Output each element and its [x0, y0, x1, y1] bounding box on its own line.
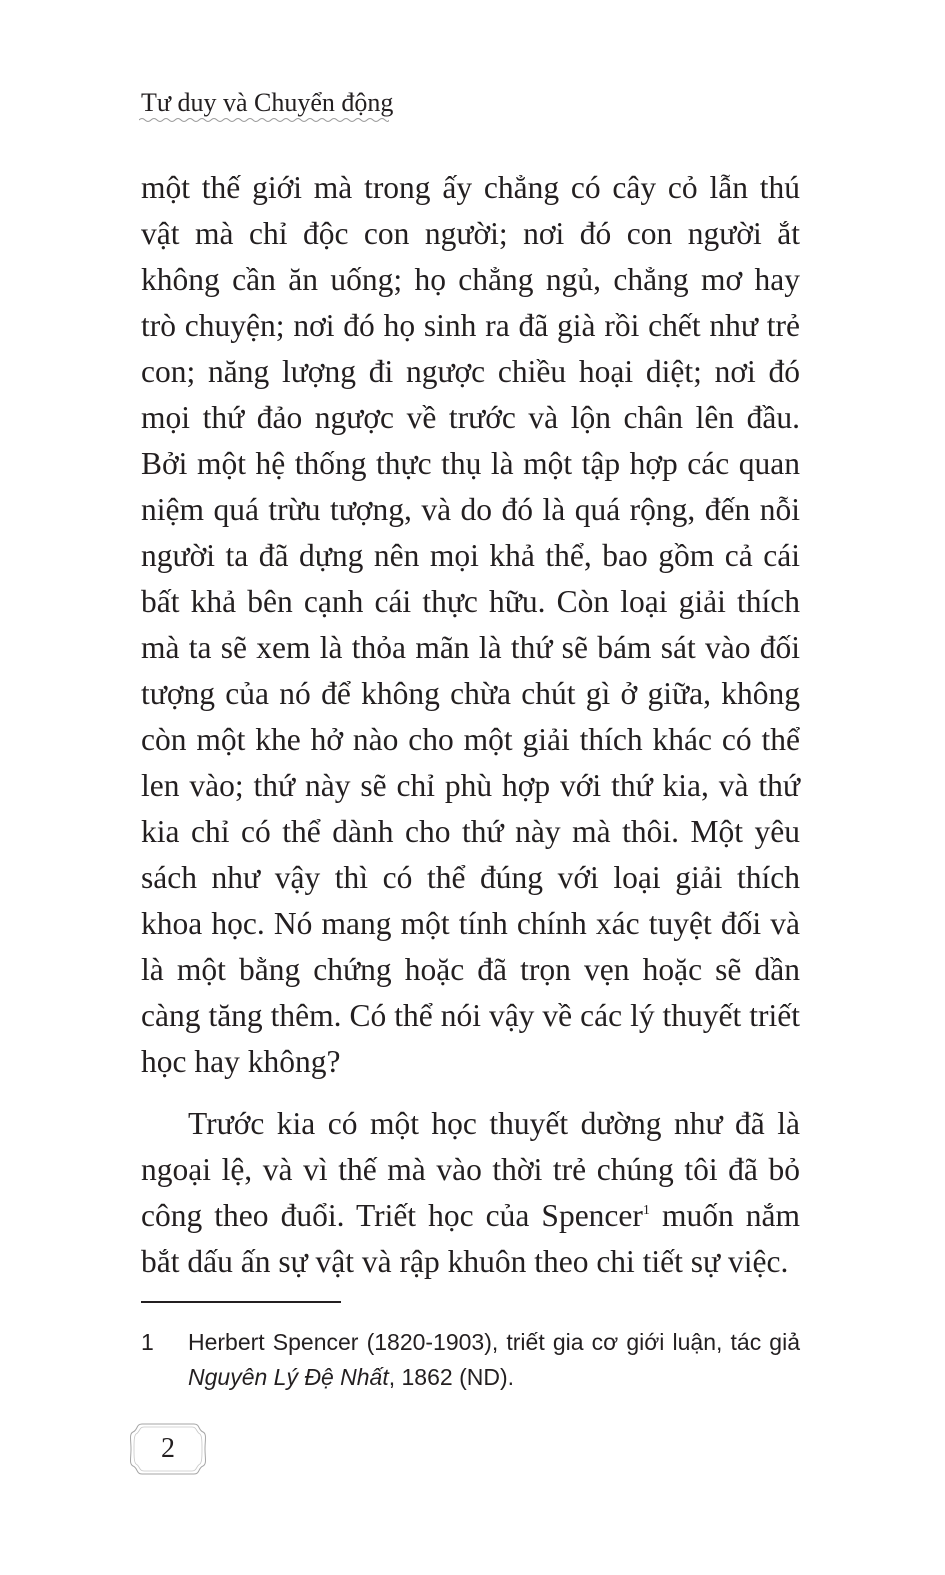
paragraph-1: một thế giới mà trong ấy chẳng có cây cỏ lẫn thú vật mà chỉ độc con người; nơi đó con người ắt không cần ăn uống; họ chẳng ngủ, chẳng mơ hay trò chuyện; nơi đó họ sinh ra đã già rồi chết như trẻ con; năng lượng đi ngược chiều hoại diệt; nơi đó mọi thứ đảo ngược về trước và lộn chân lên đầu. Bởi một hệ thống thực thụ là một tập hợp các quan niệm quá trừu tượng, và do đó là quá rộng, đến nỗi người ta đã dựng nên mọi khả thể, bao gồm cả cái bất khả bên cạnh cái thực hữu. Còn loại giải thích mà ta sẽ xem là thỏa mãn là thứ sẽ bám sát vào đối tượng của nó để không chừa chút gì ở giữa, không còn một khe hở nào cho một giải thích khác có thể len vào; thứ này sẽ chỉ phù hợp với thứ kia, và thứ kia chỉ có thể dành cho thứ này mà thôi. Một yêu sách như vậy thì có thể đúng với loại giải thích khoa học. Nó mang một tính chính xác tuyệt đối và là một bằng chứng hoặc đã trọn vẹn hoặc sẽ dần càng tăng thêm. Có thể nói vậy về các lý thuyết triết học hay không? [141, 170, 800, 1079]
footnote-text-after-title: , 1862 (ND). [388, 1364, 514, 1390]
footnote-text [188, 1325, 800, 1395]
paragraph-2-text-before-ref: Trước kia có một học thuyết dường như đã là ngoại lệ, và vì thế mà vào thời trẻ chúng tôi đã bỏ công theo đuổi. Triết học của Spencer [141, 1106, 800, 1233]
paragraph-2-text-after-ref: muốn nắm bắt dấu ấn sự vật và rập khuôn theo chi tiết sự việc. [141, 1198, 800, 1279]
footnote-separator [141, 1301, 341, 1303]
paragraph-2 [141, 1101, 800, 1285]
footnote-number: 1 [141, 1329, 154, 1355]
body-text [141, 165, 800, 1285]
footnote [141, 1325, 800, 1395]
footnote-book-title: Nguyên Lý Đệ Nhất [188, 1364, 389, 1390]
page-number: 2 [161, 1433, 175, 1464]
footnote-text-before-title: Herbert Spencer (1820-1903), triết gia cơ giới luận, tác giả [188, 1329, 800, 1355]
footnote-reference-mark[interactable]: 1 [642, 1203, 650, 1218]
header-wavy-rule [139, 117, 389, 123]
running-header-title: Tư duy và Chuyển động [141, 88, 394, 117]
